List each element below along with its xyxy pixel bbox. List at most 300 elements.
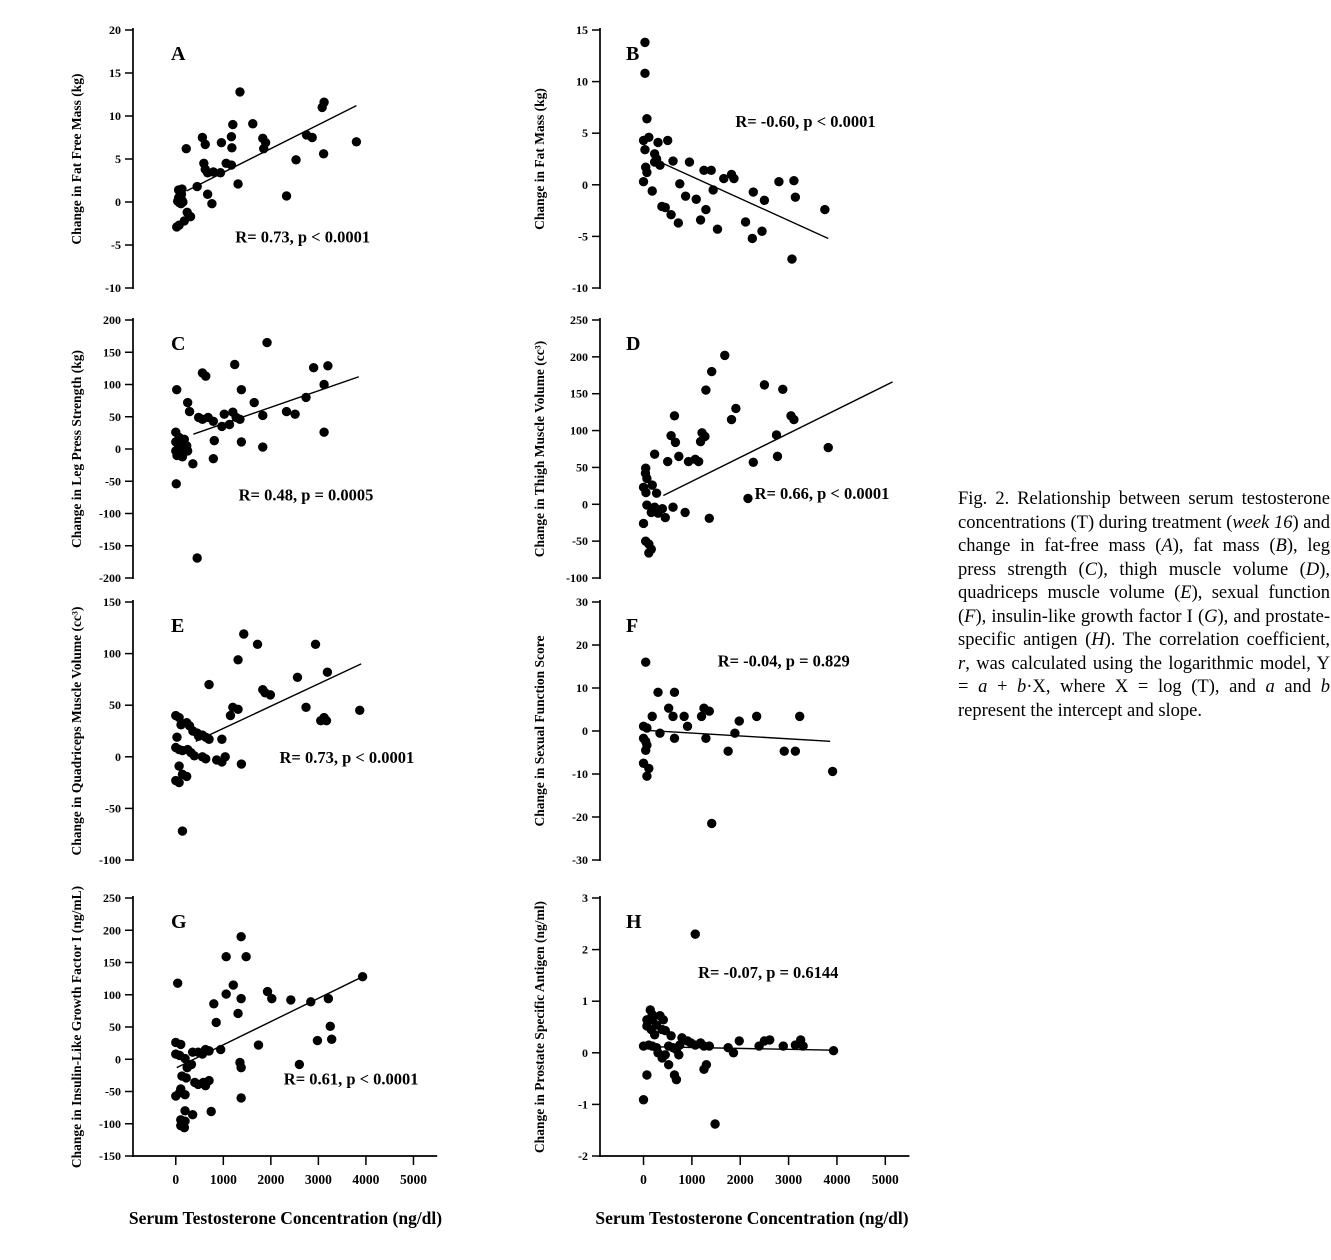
data-point xyxy=(752,712,761,721)
data-point xyxy=(691,929,700,938)
x-axis-title-left: Serum Testosterone Concentration (ng/dl) xyxy=(128,1208,443,1228)
data-point xyxy=(293,673,302,682)
data-point xyxy=(259,144,268,153)
data-point xyxy=(221,989,230,998)
data-points xyxy=(171,932,367,1132)
data-point xyxy=(681,191,690,200)
data-point xyxy=(666,210,675,219)
data-point xyxy=(779,1041,788,1050)
data-point xyxy=(306,997,315,1006)
data-point xyxy=(664,1060,673,1069)
data-point xyxy=(701,734,710,743)
data-point xyxy=(217,422,226,431)
y-tick-label: 0 xyxy=(582,177,588,192)
x-axis-title-right: Serum Testosterone Concentration (ng/dl) xyxy=(595,1208,909,1228)
data-point xyxy=(267,994,276,1003)
x-tick-label: 4000 xyxy=(823,1172,851,1187)
data-point xyxy=(221,952,230,961)
data-point xyxy=(701,205,710,214)
y-tick-label: 10 xyxy=(109,109,121,123)
y-tick-label: 0 xyxy=(115,195,121,209)
data-point xyxy=(309,363,318,372)
y-tick-label: 20 xyxy=(576,638,588,652)
correlation-annotation: R= 0.73, p < 0.0001 xyxy=(235,227,371,247)
data-point xyxy=(188,459,197,468)
data-point xyxy=(254,1040,263,1049)
data-point xyxy=(233,1009,242,1018)
data-point xyxy=(227,143,236,152)
x-tick-label: 0 xyxy=(172,1172,180,1187)
data-point xyxy=(201,140,210,149)
data-point xyxy=(735,1036,744,1045)
x-tick-label: 4000 xyxy=(352,1172,380,1187)
correlation-annotation: R= -0.04, p = 0.829 xyxy=(717,651,850,671)
data-point xyxy=(358,972,367,981)
data-point xyxy=(659,1015,668,1024)
plot-F-canvas xyxy=(518,588,963,873)
data-point xyxy=(710,1119,719,1128)
y-axis-label: Change in Insulin-Like Growth Factor I (ng/mL) xyxy=(69,885,84,1169)
data-point xyxy=(749,187,758,196)
y-tick-label: 50 xyxy=(109,409,121,424)
data-point xyxy=(262,338,271,347)
data-point xyxy=(233,655,242,664)
x-tick-label: 3000 xyxy=(775,1172,803,1187)
y-tick-label: 10 xyxy=(576,681,588,695)
data-point xyxy=(229,980,238,989)
panel-letter: C xyxy=(171,333,186,355)
y-tick-label: -1 xyxy=(578,1097,588,1112)
scatter-plot-leg-press-strength xyxy=(25,306,490,591)
data-point xyxy=(183,398,192,407)
regression-line xyxy=(187,106,357,191)
x-tick-label: 0 xyxy=(640,1172,647,1187)
data-point xyxy=(301,703,310,712)
data-point xyxy=(674,218,683,227)
data-point xyxy=(795,712,804,721)
correlation-annotation: R= -0.60, p < 0.0001 xyxy=(735,112,876,132)
data-point xyxy=(675,179,684,188)
y-tick-label: -50 xyxy=(105,474,121,489)
data-point xyxy=(233,179,242,188)
y-tick-label: 2 xyxy=(582,942,588,957)
data-point xyxy=(735,716,744,725)
data-point xyxy=(648,186,657,195)
data-point xyxy=(670,688,679,697)
correlation-annotation: R= 0.73, p < 0.0001 xyxy=(279,747,415,767)
data-point xyxy=(182,144,191,153)
data-point xyxy=(668,712,677,721)
data-point xyxy=(668,156,677,165)
data-point xyxy=(237,437,246,446)
y-tick-label: 0 xyxy=(115,749,121,764)
y-tick-label: -100 xyxy=(99,1116,121,1131)
data-point xyxy=(236,994,245,1003)
data-point xyxy=(640,38,649,47)
y-axis-label: Change in Quadriceps Muscle Volume (cc³) xyxy=(69,606,84,856)
data-point xyxy=(352,137,361,146)
data-point xyxy=(639,177,648,186)
data-point xyxy=(642,168,651,177)
data-point xyxy=(641,746,650,755)
data-point xyxy=(290,409,299,418)
data-point xyxy=(743,494,752,503)
data-point xyxy=(185,407,194,416)
y-tick-label: -50 xyxy=(572,534,588,549)
y-tick-label: 20 xyxy=(109,23,121,37)
y-tick-label: 15 xyxy=(576,23,588,37)
data-point xyxy=(653,688,662,697)
data-point xyxy=(217,138,226,147)
x-axis xyxy=(600,1156,909,1187)
data-point xyxy=(730,728,739,737)
y-tick-label: -30 xyxy=(572,853,588,867)
data-point xyxy=(663,457,672,466)
plot-C-canvas xyxy=(25,306,490,591)
data-point xyxy=(791,192,800,201)
data-point xyxy=(182,1073,191,1082)
data-point xyxy=(749,458,758,467)
data-point xyxy=(172,732,181,741)
y-axis xyxy=(105,23,133,295)
y-tick-label: -50 xyxy=(105,1084,121,1099)
y-tick-label: 50 xyxy=(109,698,121,713)
data-point xyxy=(789,415,798,424)
y-axis xyxy=(566,313,600,585)
data-point xyxy=(253,640,262,649)
data-point xyxy=(201,754,210,763)
data-points xyxy=(639,929,838,1128)
y-axis xyxy=(572,23,600,295)
data-point xyxy=(713,224,722,233)
data-point xyxy=(705,514,714,523)
data-point xyxy=(658,504,667,513)
data-point xyxy=(670,411,679,420)
data-point xyxy=(639,1095,648,1104)
y-axis-label: Change in Fat Free Mass (kg) xyxy=(69,73,84,245)
data-point xyxy=(319,149,328,158)
data-point xyxy=(707,367,716,376)
data-point xyxy=(241,952,250,961)
data-point xyxy=(236,1093,245,1102)
data-point xyxy=(789,176,798,185)
data-point xyxy=(323,667,332,676)
data-point xyxy=(787,254,796,263)
data-point xyxy=(220,409,229,418)
data-point xyxy=(652,489,661,498)
data-point xyxy=(248,119,257,128)
data-point xyxy=(729,1048,738,1057)
data-point xyxy=(708,185,717,194)
data-point xyxy=(760,380,769,389)
y-axis xyxy=(99,891,133,1163)
data-point xyxy=(670,734,679,743)
data-point xyxy=(324,994,333,1003)
data-point xyxy=(210,436,219,445)
data-point xyxy=(648,480,657,489)
y-tick-label: 150 xyxy=(103,955,121,970)
y-tick-label: 0 xyxy=(115,442,121,456)
y-tick-label: 50 xyxy=(109,1020,121,1034)
data-points xyxy=(172,87,361,231)
y-tick-label: -20 xyxy=(572,810,588,824)
scatter-plot-sexual-function xyxy=(518,588,963,873)
data-point xyxy=(235,415,244,424)
data-point xyxy=(319,98,328,107)
data-point xyxy=(192,553,201,562)
x-tick-label: 3000 xyxy=(304,1172,332,1187)
y-axis-label: Change in Fat Mass (kg) xyxy=(532,88,547,230)
plot-A-canvas xyxy=(25,16,490,301)
data-point xyxy=(230,360,239,369)
y-axis xyxy=(578,891,600,1163)
y-tick-label: 3 xyxy=(582,891,588,905)
data-point xyxy=(640,69,649,78)
y-tick-label: 0 xyxy=(582,724,588,738)
data-point xyxy=(237,759,246,768)
data-points xyxy=(639,658,837,829)
correlation-annotation: R= 0.66, p < 0.0001 xyxy=(754,484,890,504)
data-point xyxy=(741,217,750,226)
data-point xyxy=(685,157,694,166)
panel-letter: E xyxy=(171,615,185,637)
data-points xyxy=(171,629,364,836)
correlation-annotation: R= 0.48, p = 0.0005 xyxy=(238,485,374,505)
y-tick-label: 5 xyxy=(582,126,588,141)
data-points xyxy=(171,338,333,563)
y-tick-label: 200 xyxy=(103,923,121,938)
y-tick-label: 0 xyxy=(115,1052,121,1067)
y-tick-label: 150 xyxy=(103,345,121,360)
data-point xyxy=(204,1046,213,1055)
y-axis xyxy=(99,313,133,585)
data-point xyxy=(701,385,710,394)
data-point xyxy=(661,1050,670,1059)
data-point xyxy=(798,1041,807,1050)
data-point xyxy=(192,182,201,191)
data-point xyxy=(729,174,738,183)
data-point xyxy=(282,191,291,200)
data-point xyxy=(316,716,325,725)
data-points xyxy=(639,38,830,264)
data-point xyxy=(207,199,216,208)
data-point xyxy=(666,1031,675,1040)
data-point xyxy=(204,680,213,689)
scatter-plot-fat-mass xyxy=(518,16,963,301)
data-point xyxy=(236,1063,245,1072)
data-point xyxy=(204,1076,213,1085)
data-point xyxy=(237,385,246,394)
data-point xyxy=(639,519,648,528)
data-point xyxy=(748,234,757,243)
data-point xyxy=(282,407,291,416)
data-point xyxy=(672,1075,681,1084)
data-point xyxy=(227,132,236,141)
data-point xyxy=(323,361,332,370)
data-point xyxy=(780,747,789,756)
data-point xyxy=(206,1107,215,1116)
data-point xyxy=(671,438,680,447)
data-point xyxy=(773,452,782,461)
y-tick-label: -200 xyxy=(99,571,121,585)
x-tick-label: 2000 xyxy=(726,1172,754,1187)
plot-H-canvas xyxy=(518,884,963,1234)
data-point xyxy=(216,1045,225,1054)
data-point xyxy=(226,711,235,720)
data-point xyxy=(655,728,664,737)
data-point xyxy=(188,1110,197,1119)
data-point xyxy=(648,712,657,721)
data-point xyxy=(774,177,783,186)
data-point xyxy=(216,168,225,177)
data-point xyxy=(707,819,716,828)
regression-line xyxy=(196,664,361,741)
y-tick-label: -50 xyxy=(105,801,121,816)
y-tick-label: 150 xyxy=(103,595,121,609)
data-point xyxy=(236,932,245,941)
data-points xyxy=(639,351,833,558)
data-point xyxy=(692,195,701,204)
data-point xyxy=(174,778,183,787)
scatter-plot-quadriceps-muscle-volume xyxy=(25,588,490,873)
data-point xyxy=(187,1060,196,1069)
data-point xyxy=(668,503,677,512)
data-point xyxy=(642,771,651,780)
data-point xyxy=(295,1060,304,1069)
data-point xyxy=(653,138,662,147)
y-axis-label: Change in Leg Press Strength (kg) xyxy=(69,350,84,548)
data-point xyxy=(258,411,267,420)
y-tick-label: -100 xyxy=(99,506,121,521)
data-point xyxy=(757,227,766,236)
data-point xyxy=(663,136,672,145)
data-point xyxy=(326,1022,335,1031)
correlation-annotation: R= -0.07, p = 0.6144 xyxy=(698,962,839,982)
y-tick-label: 150 xyxy=(570,386,588,401)
y-axis xyxy=(99,595,133,867)
data-point xyxy=(679,712,688,721)
data-point xyxy=(778,385,787,394)
panel-letter: A xyxy=(171,43,186,65)
data-point xyxy=(227,160,236,169)
y-tick-label: 0 xyxy=(582,497,588,512)
data-point xyxy=(680,508,689,517)
data-point xyxy=(650,449,659,458)
y-axis-label: Change in Prostate Specific Antigen (ng/ml) xyxy=(532,900,547,1154)
data-point xyxy=(313,1036,322,1045)
y-tick-label: 100 xyxy=(570,423,588,438)
data-point xyxy=(171,1091,180,1100)
data-point xyxy=(639,136,648,145)
data-point xyxy=(705,1041,714,1050)
data-point xyxy=(308,133,317,142)
data-point xyxy=(203,190,212,199)
data-point xyxy=(178,452,187,461)
y-tick-label: -150 xyxy=(99,1149,121,1163)
data-point xyxy=(319,380,328,389)
data-point xyxy=(266,690,275,699)
data-point xyxy=(661,513,670,522)
data-point xyxy=(765,1035,774,1044)
data-point xyxy=(674,1050,683,1059)
data-point xyxy=(182,772,191,781)
y-tick-label: -2 xyxy=(578,1149,588,1163)
y-tick-label: -10 xyxy=(572,281,588,295)
scatter-plot-igf-1 xyxy=(25,884,490,1234)
panel-letter: D xyxy=(626,333,641,355)
data-point xyxy=(791,747,800,756)
data-point xyxy=(209,454,218,463)
y-tick-label: 0 xyxy=(582,1045,588,1060)
plot-B-canvas xyxy=(518,16,963,301)
x-tick-label: 5000 xyxy=(871,1172,899,1187)
data-point xyxy=(235,87,244,96)
data-point xyxy=(178,197,187,206)
data-point xyxy=(772,430,781,439)
data-point xyxy=(174,761,183,770)
y-tick-label: -100 xyxy=(99,853,121,867)
y-tick-label: -10 xyxy=(572,767,588,781)
x-axis xyxy=(133,1156,437,1187)
data-point xyxy=(211,1018,220,1027)
panel-letter: F xyxy=(626,615,639,637)
y-tick-label: 100 xyxy=(103,987,121,1002)
y-tick-label: -100 xyxy=(566,571,588,585)
data-point xyxy=(694,457,703,466)
data-point xyxy=(286,995,295,1004)
data-point xyxy=(707,166,716,175)
data-point xyxy=(720,351,729,360)
y-tick-label: -10 xyxy=(105,281,121,295)
y-tick-label: 250 xyxy=(570,313,588,327)
data-point xyxy=(201,371,210,380)
data-point xyxy=(644,548,653,557)
figure-caption: Fig. 2. Relationship between serum testosterone concentrations (T) during treatment (week 16) and change in fat-free mass (A), fat mass (B), leg press strength (C), thigh muscle volume (D), quadriceps muscle volume (E), sexual function (F), insulin-like growth factor I (G), and prostate-specific antigen (H). The correlation coefficient, r, was calculated using the logarithmic model, Y = a + b·X, where X = log (T), and a and b represent the intercept and slope. xyxy=(958,489,1331,721)
y-axis xyxy=(572,595,600,867)
data-point xyxy=(696,215,705,224)
data-point xyxy=(233,705,242,714)
data-point xyxy=(641,463,650,472)
panel-letter: H xyxy=(626,911,642,933)
scatter-plot-thigh-muscle-volume xyxy=(518,306,963,591)
y-tick-label: 100 xyxy=(103,646,121,661)
data-point xyxy=(727,415,736,424)
data-point xyxy=(824,443,833,452)
data-point xyxy=(172,385,181,394)
data-point xyxy=(291,155,300,164)
data-point xyxy=(172,222,181,231)
data-point xyxy=(674,452,683,461)
data-point xyxy=(642,1070,651,1079)
y-tick-label: -150 xyxy=(99,538,121,553)
y-axis-label: Change in Sexual Function Score xyxy=(532,635,547,827)
data-point xyxy=(641,658,650,667)
y-tick-label: 1 xyxy=(582,994,588,1009)
x-tick-label: 1000 xyxy=(209,1172,237,1187)
y-tick-label: 10 xyxy=(576,74,588,89)
data-point xyxy=(760,196,769,205)
data-point xyxy=(696,437,705,446)
data-point xyxy=(639,483,648,492)
data-point xyxy=(828,767,837,776)
data-point xyxy=(327,1035,336,1044)
data-point xyxy=(829,1046,838,1055)
data-point xyxy=(178,826,187,835)
data-point xyxy=(172,479,181,488)
data-point xyxy=(301,393,310,402)
data-point xyxy=(319,428,328,437)
x-tick-label: 2000 xyxy=(257,1172,285,1187)
